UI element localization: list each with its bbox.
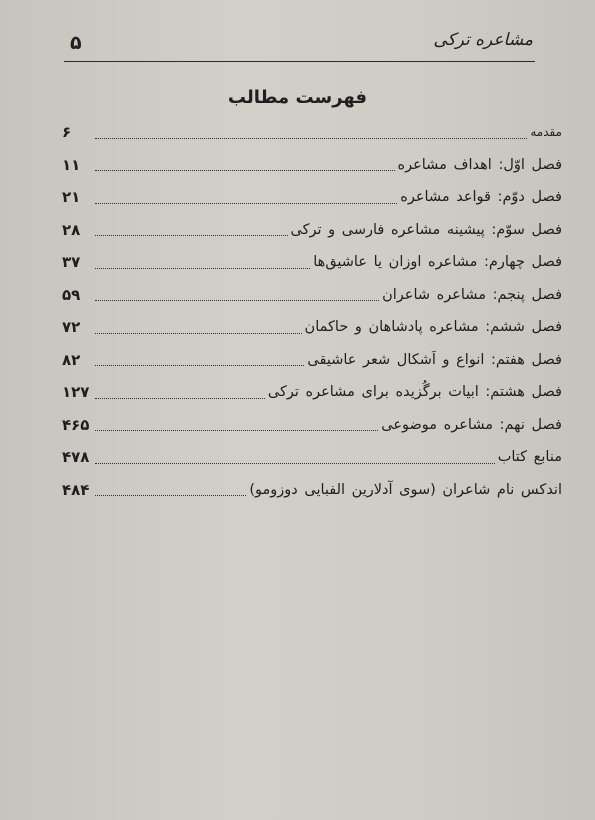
dot-leader <box>95 170 395 171</box>
toc-entry <box>62 279 562 312</box>
running-head <box>62 26 533 60</box>
toc-entry-page: ۷۲ <box>62 318 81 337</box>
toc-entry <box>62 441 562 474</box>
toc-entry-page: ۱۱ <box>62 155 81 174</box>
toc-entry-page: ۵۹ <box>62 285 81 304</box>
dot-leader <box>95 495 246 496</box>
toc-entry-label: فصل اوّل: اهداف مشاعره <box>397 156 562 173</box>
toc-entry-label: مقدمه <box>530 125 562 140</box>
header-rule <box>64 61 535 62</box>
dot-leader <box>95 430 378 431</box>
toc-title: فهرست مطالب <box>227 87 368 108</box>
toc-entry-label: فصل دوّم: قواعد مشاعره <box>400 189 562 206</box>
dot-leader <box>95 365 304 366</box>
toc-entry-page: ۱۲۷ <box>62 383 90 402</box>
toc-entry-label: فصل سوّم: پیشینه مشاعره فارسی و ترکی <box>290 221 562 238</box>
dot-leader <box>95 138 527 139</box>
toc-entry-label: منابع کتاب <box>497 449 562 466</box>
dot-leader <box>95 463 495 464</box>
toc-entry <box>62 181 562 214</box>
dot-leader <box>95 398 265 399</box>
toc-entry <box>62 409 562 442</box>
toc-entry-label: فصل ششم: مشاعره پادشاهان و حاکمان <box>304 319 562 336</box>
table-of-contents <box>62 116 562 506</box>
toc-entry-label: فصل هفتم: انواع و اَشکال شعر عاشیقی <box>307 351 562 368</box>
toc-entry <box>62 246 562 279</box>
toc-entry-label: فصل چهارم: مشاعره اوزان یا عاشیق‌ها <box>313 254 562 271</box>
toc-entry <box>62 311 562 344</box>
toc-entry <box>62 116 562 149</box>
dot-leader <box>95 203 397 204</box>
dot-leader <box>95 268 310 269</box>
toc-entry-page: ۴۷۸ <box>62 448 90 467</box>
toc-entry-page: ۲۸ <box>62 220 81 239</box>
toc-entry-page: ۴۸۴ <box>62 480 90 499</box>
toc-entry-page: ۲۱ <box>62 188 81 207</box>
toc-entry <box>62 149 562 182</box>
toc-entry-page: ۶ <box>62 123 72 142</box>
toc-entry <box>62 474 562 507</box>
running-book-title: مشاعره ترکی <box>433 30 533 50</box>
toc-entry <box>62 344 562 377</box>
toc-entry <box>62 214 562 247</box>
toc-entry-label: فصل نهم: مشاعره موضوعی <box>381 416 562 433</box>
toc-entry-page: ۳۷ <box>62 253 81 272</box>
toc-entry-label: فصل هشتم: ابیات برگُزیده برای مشاعره ترکی <box>267 384 562 401</box>
toc-entry-label: فصل پنجم: مشاعره شاعران <box>382 286 562 303</box>
toc-entry-label: اندکس نام شاعران (سوی آدلارین الفبایی دوزومو) <box>249 481 562 498</box>
dot-leader <box>95 333 302 334</box>
dot-leader <box>95 300 379 301</box>
toc-entry <box>62 376 562 409</box>
dot-leader <box>95 235 288 236</box>
toc-entry-page: ۴۶۵ <box>62 415 90 434</box>
toc-entry-page: ۸۲ <box>62 350 81 369</box>
page-number: ۵ <box>70 32 82 54</box>
